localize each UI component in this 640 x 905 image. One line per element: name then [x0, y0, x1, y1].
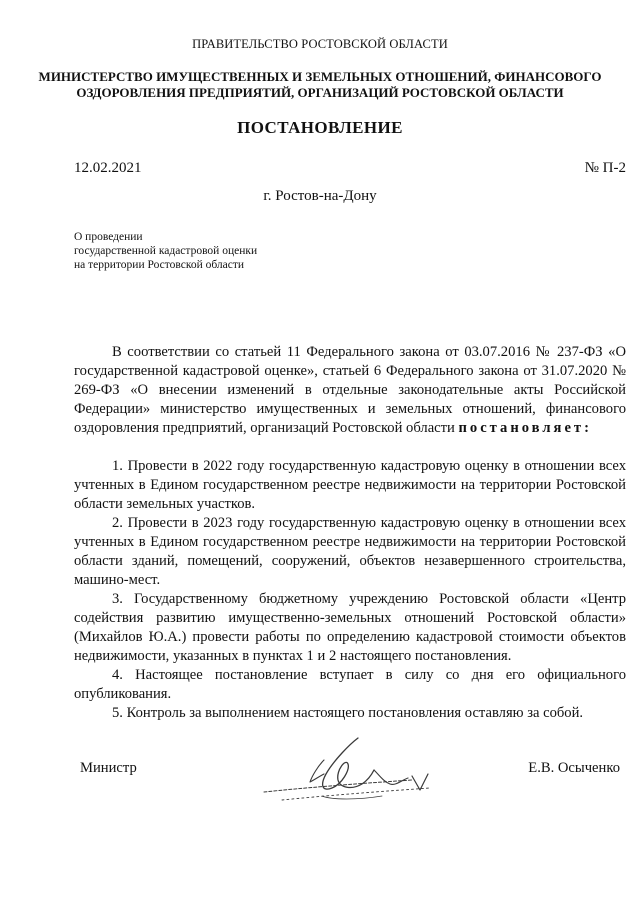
signer-title: Министр: [80, 760, 137, 776]
document-type-title: ПОСТАНОВЛЕНИЕ: [237, 118, 403, 137]
handwritten-signature: [262, 730, 437, 810]
government-header: ПРАВИТЕЛЬСТВО РОСТОВСКОЙ ОБЛАСТИ: [192, 37, 448, 51]
document-subject: [74, 230, 334, 272]
item-3: 3. Государственному бюджетному учреждению Ростовской области «Центр содействия развитию имущественно-земельных отношений Ростовской области» (Михайлов Ю.А.) провести работы по определению кадастровой стоимости объектов недвижимости, указанных в пунктах 1 и 2 настоящего постановления.: [74, 591, 626, 664]
subject-line3: на территории Ростовской области: [74, 259, 245, 271]
subject-line1: О проведении: [74, 231, 143, 243]
document-number: № П-2: [584, 160, 626, 176]
decree-word: постановляет:: [458, 420, 592, 436]
subject-line2: государственной кадастровой оценки: [74, 245, 258, 257]
ministry-header: [0, 69, 640, 101]
document-body: [74, 343, 626, 723]
preamble-text: В соответствии со статьей 11 Федерального закона от 03.07.2016 № 237-ФЗ «О государственной кадастровой оценке», статьей 6 Федерального закона от 31.07.2020 № 269-ФЗ «О внесении изменений в отдельные законодательные акты Российской Федерации» министерство имущественных и земельных отношений, финансового оздоровления предприятий, организаций Ростовской области: [74, 344, 626, 436]
ministry-header-line2: ОЗДОРОВЛЕНИЯ ПРЕДПРИЯТИЙ, ОРГАНИЗАЦИЙ РОСТОВСКОЙ ОБЛАСТИ: [76, 85, 564, 100]
item-1: 1. Провести в 2022 году государственную кадастровую оценку в отношении всех учтенных в Едином государственном реестре недвижимости на территории Ростовской области земельных участков.: [74, 458, 626, 512]
ministry-header-line1: МИНИСТЕРСТВО ИМУЩЕСТВЕННЫХ И ЗЕМЕЛЬНЫХ ОТНОШЕНИЙ, ФИНАНСОВОГО: [38, 69, 602, 84]
document-city: г. Ростов-на-Дону: [263, 188, 377, 204]
signer-name: Е.В. Осыченко: [528, 760, 620, 776]
item-4: 4. Настоящее постановление вступает в силу со дня его официального опубликования.: [74, 667, 626, 702]
document-date: 12.02.2021: [74, 160, 142, 176]
item-2: 2. Провести в 2023 году государственную кадастровую оценку в отношении всех учтенных в Едином государственном реестре недвижимости на территории Ростовской области зданий, помещений, сооружений, объектов незавершенного строительства, машино-мест.: [74, 515, 626, 588]
item-5: 5. Контроль за выполнением настоящего постановления оставляю за собой.: [112, 705, 584, 721]
preamble-paragraph: [74, 343, 626, 438]
